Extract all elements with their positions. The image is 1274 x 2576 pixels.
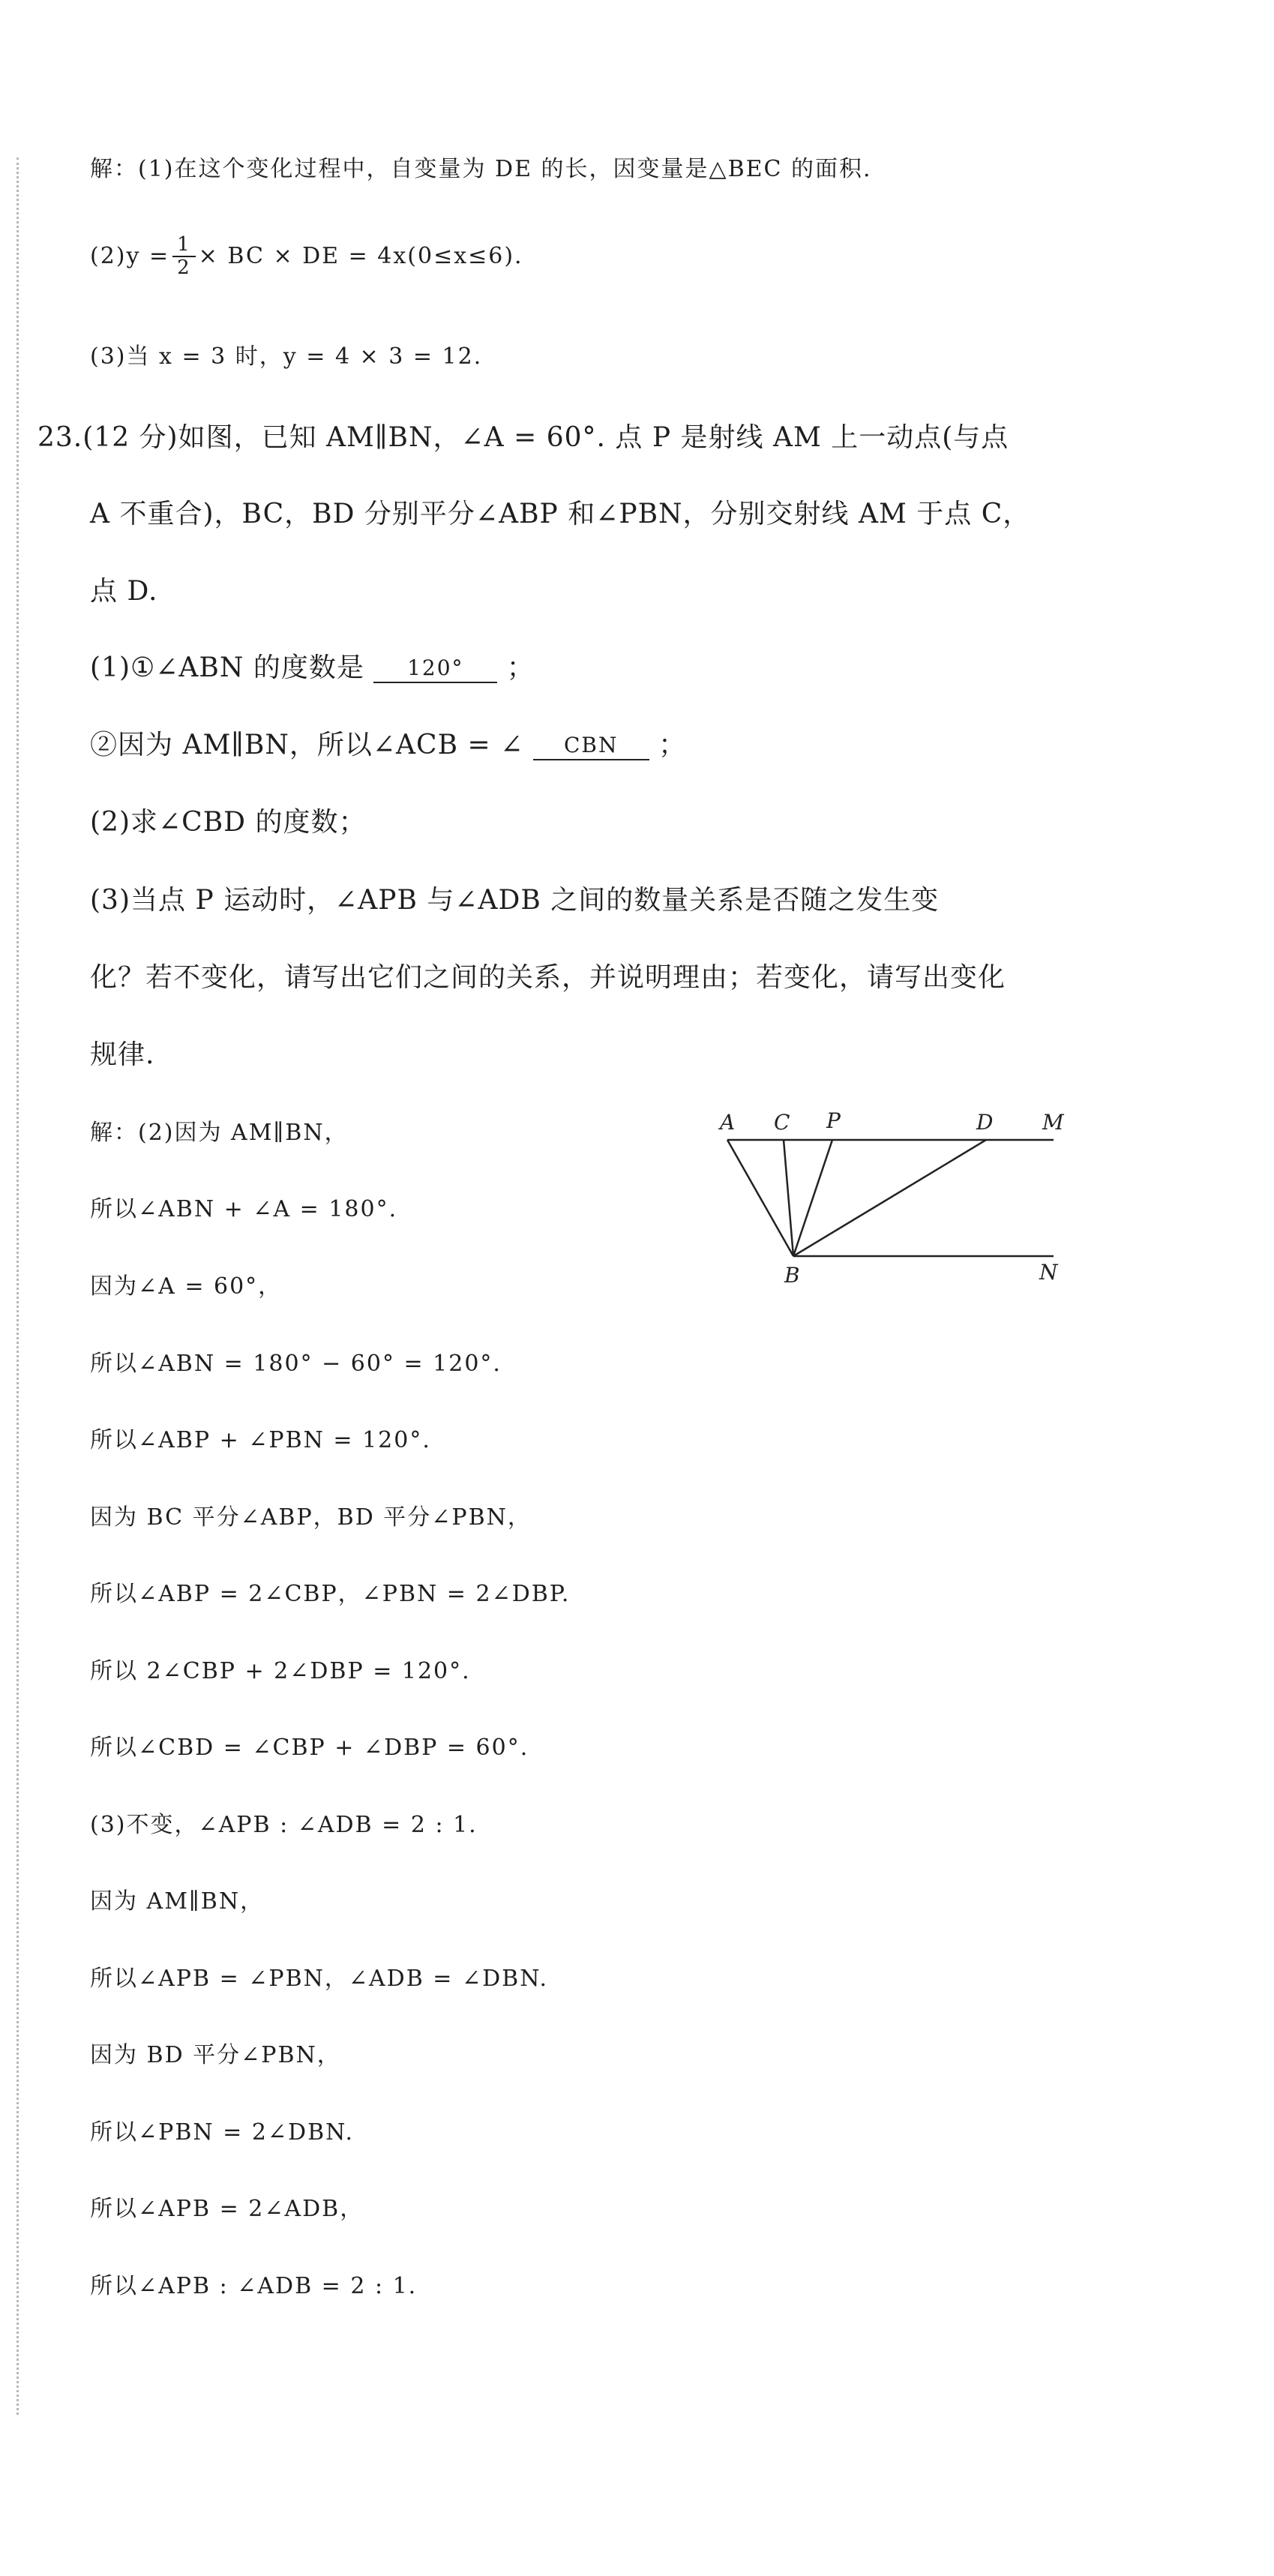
- geometry-figure: [712, 1102, 1080, 1290]
- label-d: D: [976, 1110, 994, 1135]
- label-c: C: [774, 1110, 790, 1135]
- prev-solution-part2-prefix: (2)y =: [90, 243, 170, 270]
- question-3-line3: 规律.: [90, 1039, 155, 1070]
- solution-line: 所以∠ABP = 2∠CBP，∠PBN = 2∠DBP.: [90, 1581, 571, 1607]
- solution-line: 因为 AM∥BN，: [90, 1888, 265, 1915]
- solution-line: 解：(2)因为 AM∥BN，: [90, 1120, 349, 1146]
- solution-line: 所以∠ABN + ∠A = 180°.: [90, 1196, 398, 1222]
- solution-line: 所以∠APB : ∠ADB = 2 : 1.: [90, 2273, 418, 2299]
- question-1-2: [90, 724, 686, 762]
- question-3-line1: (3)当点 P 运动时，∠APB 与∠ADB 之间的数量关系是否随之发生变: [90, 885, 940, 916]
- fraction-numerator: 1: [172, 234, 196, 257]
- prev-solution-part2: [90, 234, 523, 278]
- problem-23-line1: 23.(12 分)如图，已知 AM∥BN，∠A = 60°. 点 P 是射线 AM 上一动点(与点: [37, 422, 1009, 453]
- solution-line: 所以∠ABP + ∠PBN = 120°.: [90, 1427, 431, 1453]
- prev-solution-part1: 解：(1)在这个变化过程中，自变量为 DE 的长，因变量是△BEC 的面积.: [90, 156, 872, 182]
- segment-bp: [793, 1140, 832, 1256]
- label-b: B: [784, 1263, 800, 1288]
- question-1-1-text: (1)①∠ABN 的度数是: [90, 652, 364, 683]
- question-1-1: [90, 646, 535, 685]
- problem-23-line2: A 不重合)，BC，BD 分别平分∠ABP 和∠PBN，分别交射线 AM 于点 C，: [90, 499, 1031, 529]
- label-p: P: [826, 1108, 841, 1133]
- segment-ab: [727, 1140, 793, 1256]
- solution-line: 所以 2∠CBP + 2∠DBP = 120°.: [90, 1658, 471, 1684]
- label-a: A: [720, 1110, 736, 1135]
- question-3-line2: 化？若不变化，请写出它们之间的关系，并说明理由；若变化，请写出变化: [90, 962, 1006, 993]
- question-2: (2)求∠CBD 的度数；: [90, 807, 367, 838]
- fraction-denominator: 2: [177, 256, 191, 279]
- binding-margin-line: [16, 157, 19, 2415]
- question-1-1-end: ；: [506, 652, 535, 683]
- solution-line: 因为 BC 平分∠ABP，BD 平分∠PBN，: [90, 1504, 532, 1531]
- solution-line: 所以∠APB = 2∠ADB，: [90, 2196, 364, 2222]
- prev-solution-part2-suffix: × BC × DE = 4x(0≤x≤6).: [198, 243, 523, 270]
- solution-line: 所以∠ABN = 180° − 60° = 120°.: [90, 1351, 502, 1377]
- question-1-2-end: ；: [658, 730, 687, 760]
- question-1-2-text: ②因为 AM∥BN，所以∠ACB = ∠: [90, 730, 524, 760]
- solution-line: 所以∠PBN = 2∠DBN.: [90, 2119, 355, 2146]
- answer-blank-acb: CBN: [533, 732, 649, 760]
- fraction-one-half: [172, 234, 196, 278]
- answer-blank-abn: 120°: [373, 655, 497, 683]
- segment-bc: [784, 1140, 793, 1256]
- solution-line: 因为∠A = 60°，: [90, 1273, 283, 1300]
- segment-bd: [793, 1140, 986, 1256]
- prev-solution-part3: (3)当 x = 3 时，y = 4 × 3 = 12.: [90, 343, 483, 370]
- solution-line: 所以∠APB = ∠PBN，∠ADB = ∠DBN.: [90, 1966, 549, 1992]
- label-m: M: [1042, 1110, 1064, 1135]
- solution-line: 所以∠CBD = ∠CBP + ∠DBP = 60°.: [90, 1735, 529, 1761]
- solution-line: (3)不变，∠APB : ∠ADB = 2 : 1.: [90, 1812, 478, 1838]
- problem-23-line3: 点 D.: [90, 576, 158, 607]
- label-n: N: [1039, 1260, 1058, 1285]
- solution-line: 因为 BD 平分∠PBN，: [90, 2042, 341, 2068]
